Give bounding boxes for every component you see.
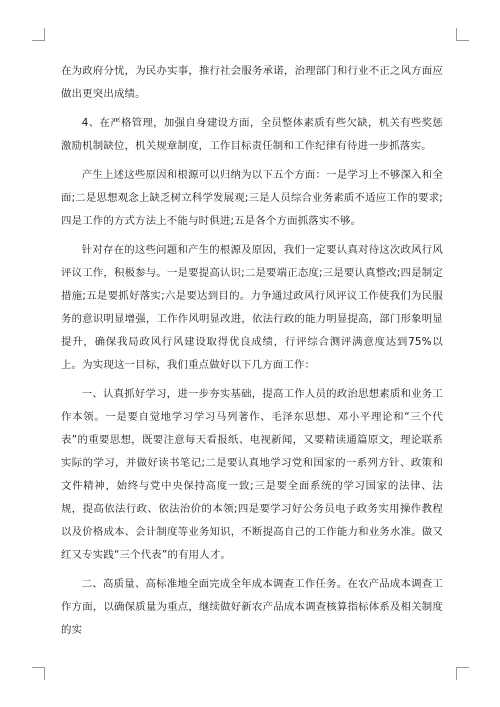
crop-mark-bottom-left [32,667,45,680]
crop-mark-bottom-right [456,667,469,680]
crop-mark-top-left [32,28,45,41]
paragraph-cost-survey: 二、高质量、高标准地全面完成全年成本调查工作任务。在农产品成本调查工作方面，以确保质量为重点，继续做好新农产品成本调查核算指标体系及相关制度的实 [61,578,443,636]
paragraph-management-issues: 4、在严格管理，加强自身建设方面，全员整体素质有些欠缺，机关有些奖惩激励机制缺位，机关规章制度，工作目标责任制和工作纪律有待进一步抓落实。 [61,117,443,152]
paragraph-countermeasures: 针对存在的这些问题和产生的根源及原因，我们一定要认真对待这次政风行风评议工作，积极参与。一是要提高认识;二是要端正态度;三是要认真整改;四是制定措施;五是要抓好落实;六是要达到目的。力争通过政风行风评议工作使我们为民服务的意识明显增强，工作作风明显改进，依法行政的能力明显提高，部门形象明显提升，确保我局政风行风建设取得优良成绩，行评综合测评满意度达到75%以上。为实现这一目标，我们重点做好以下几方面工作： [61,244,443,371]
paragraph-continuation: 在为政府分忧，为民办实事，推行社会服务承诺，治理部门和行业不正之风方面应做出更突出成绩。 [61,65,443,100]
document-body [61,60,443,700]
crop-mark-top-right [456,28,469,41]
paragraph-study-work: 一、认真抓好学习，进一步夯实基础，提高工作人员的政治思想素质和业务工作本领。一是要自觉地学习学习马列著作、毛泽东思想、邓小平理论和“三个代表”的重要思想，既要注意每天看报纸、电视新闻，又要精读通篇原文，理论联系实际的学习，并做好读书笔记;二是要认真地学习党和国家的一系列方针、政策和文件精神，始终与党中央保持高度一致;三是要全面系统的学习国家的法律、法规，提高依法行政、依法治价的本领;四是要学习好公务员电子政务实用操作教程以及价格成本、会计制度等业务知识，不断提高自己的工作能力和业务水准。做又红又专实践“三个代表”的有用人才。 [61,388,443,561]
paragraph-root-causes: 产生上述这些原因和根源可以归纳为以下五个方面：一是学习上不够深入和全面;二是思想观念上缺乏树立科学发展观;三是人员综合业务素质不适应工作的要求;四是工作的方式方法上不能与时俱进;五是各个方面抓落实不够。 [61,169,443,227]
